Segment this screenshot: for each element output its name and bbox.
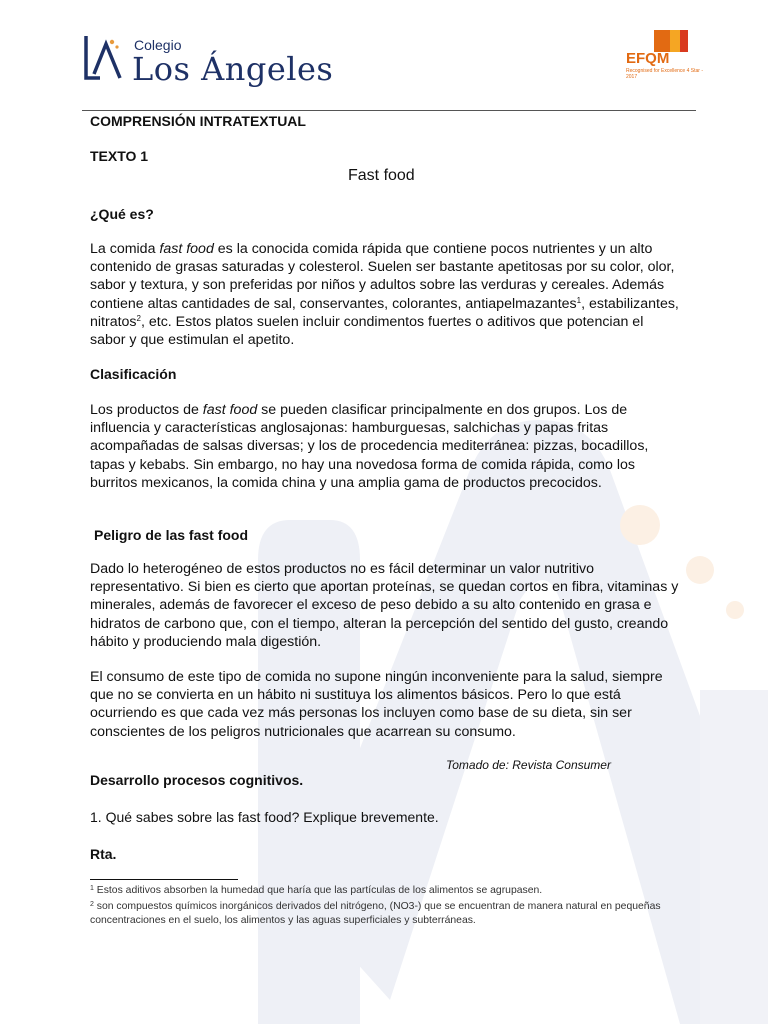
- text-label: TEXTO 1: [90, 148, 149, 164]
- heading-que-es: ¿Qué es?: [90, 206, 154, 222]
- source-citation: Tomado de: Revista Consumer: [446, 758, 611, 772]
- question-1: 1. Qué sabes sobre las fast food? Explique brevemente.: [90, 809, 439, 825]
- footnote-ref-1[interactable]: 1: [576, 295, 582, 305]
- section-heading: COMPRENSIÓN INTRATEXTUAL: [90, 113, 306, 129]
- paragraph-classification: Los productos de fast food se pueden clasificar principalmente en dos grupos. Los de influencia y características anglosajonas: hamburguesas, salchichas y papas fritas acompañadas de salsas diversas; y los de procedencia mediterránea: pizzas, bocadillos, tapas y kebabs. Sin embargo, no hay una novedosa forma de comida rápida, como los burritos mexicanos, la comida china y una amplia gama de productos precocidos.: [90, 402, 649, 491]
- footnote-ref-2[interactable]: 2: [136, 313, 141, 323]
- footnote-separator: [90, 879, 238, 880]
- footnote-1: $^1$ Estos aditivos absorben la humedad que haría que las partículas de los alimentos se agrupasen.: [90, 885, 543, 896]
- footnote-2: $^2$ son compuestos químicos inorgánicos derivados del nitrógeno, (NO3-) que se encuentran de manera natural en pequeñas concentraciones en el suelo, los alimentos y las aguas superficiales y subterráneas.: [90, 901, 661, 926]
- document-title: Fast food: [348, 167, 415, 184]
- school-logo-name: Los Ángeles: [132, 50, 334, 88]
- paragraph-consumption: El consumo de este tipo de comida no supone ningún inconveniente para la salud, siempre que no se convierta en un hábito ni sustituya los alimentos básicos. Pero lo que está ocurriendo es que cada vez más personas los incluyen como base de su dieta, sin ser conscientes de los peligros nutricionales que acarrean su consumo.: [90, 669, 663, 740]
- heading-desarrollo: Desarrollo procesos cognitivos.: [90, 772, 304, 788]
- header-divider: [82, 110, 696, 111]
- letterhead: [0, 20, 768, 92]
- heading-clasificacion: Clasificación: [90, 366, 177, 382]
- paragraph-danger: Dado lo heterogéneo de estos productos no es fácil determinar un valor nutritivo representativo. Si bien es cierto que aportan proteínas, se quedan cortos en fibra, vitaminas y minerales, además de favorecer el exceso de peso debido a su alto contenido en grasa e hidratos de carbono que, con el tiempo, alteran la percepción del sentido del gusto, creando hábito y produciendo mala digestión.: [90, 561, 679, 650]
- answer-label: Rta.: [90, 846, 117, 862]
- efqm-label: EFQM: [626, 50, 670, 67]
- heading-peligro: Peligro de las fast food: [94, 527, 249, 543]
- efqm-subtitle: Recognised for Excellence 4 Star - 2017: [626, 68, 703, 80]
- school-logo-icon: [82, 34, 124, 82]
- school-logo-small-text: Colegio: [134, 37, 182, 53]
- paragraph-definition: La comida fast food es la conocida comida rápida que contiene pocos nutrientes y un alto contenido de grasas saturadas y colesterol. Suelen ser bastante apetitosas por su color, olor, sabor y textura, y son preferidas por niños y adultos sobre las verduras y cereales. Además contiene altas cantidades de sal, conservantes, colorantes, antiapelmazantes$^1$, estabilizantes, nitratos$^2$, etc. Estos platos suelen incluir condimentos fuertes o aditivos que potencian el sabor y que estimulan el apetito.: [90, 241, 679, 349]
